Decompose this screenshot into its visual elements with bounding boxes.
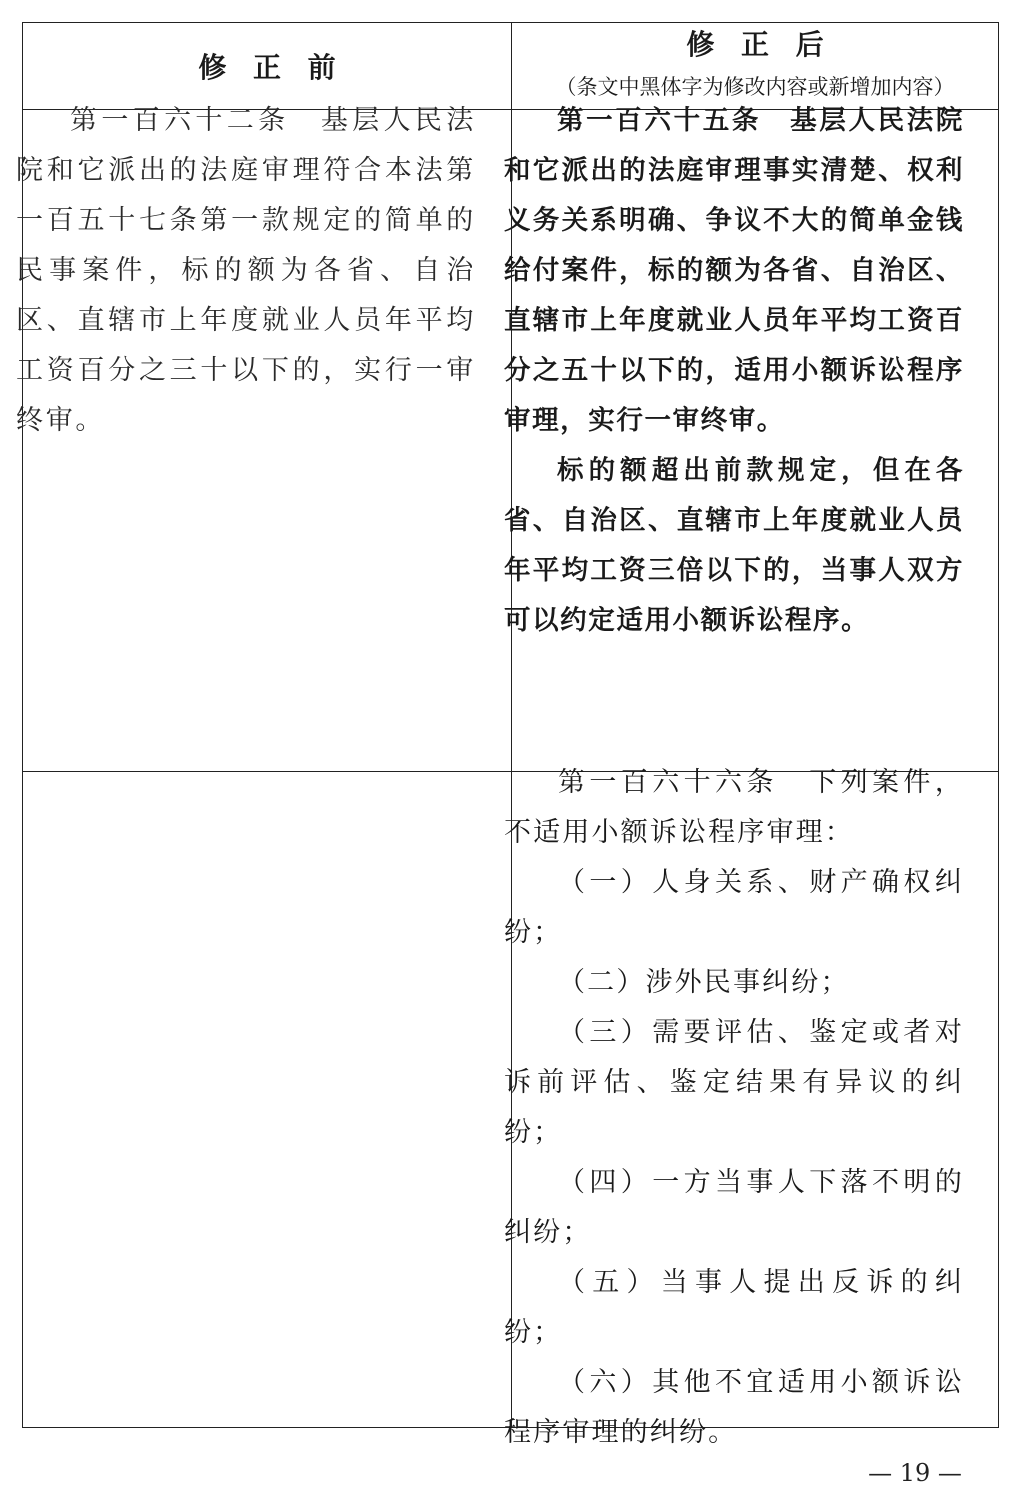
header-before: 修正前 bbox=[198, 51, 363, 84]
row2-after-item-2: （二）涉外民事纠纷； bbox=[558, 967, 850, 998]
row2-after-article: 第一百六十六条 下列案件，不适用小额诉讼程序审理： bbox=[504, 767, 964, 848]
row1-after-cell bbox=[490, 96, 974, 646]
row2-after-item-1: （一）人身关系、财产确权纠纷； bbox=[504, 867, 964, 948]
page-number: — 19 — bbox=[868, 1459, 962, 1487]
header-after-note: （条文中黑体字为修改内容或新增加内容） bbox=[555, 75, 955, 99]
row2-after-item-4: （四）一方当事人下落不明的纠纷； bbox=[504, 1167, 964, 1248]
row2-after-item-5: （五）当事人提出反诉的纠纷； bbox=[504, 1267, 964, 1348]
row1-before-paragraph: 第一百六十二条 基层人民法院和它派出的法庭审理符合本法第一百五十七条第一款规定的简单的民事案件，标的额为各省、自治区、直辖市上年度就业人员年平均工资百分之三十以下的，实行一审终审。 bbox=[16, 105, 476, 436]
row2-after-item-6: （六）其他不宜适用小额诉讼程序审理的纠纷。 bbox=[504, 1367, 964, 1448]
row2-after-cell bbox=[490, 758, 974, 1458]
row2-after-item-3: （三）需要评估、鉴定或者对诉前评估、鉴定结果有异议的纠纷； bbox=[504, 1017, 964, 1148]
row1-after-paragraph-1: 第一百六十五条 基层人民法院和它派出的法庭审理事实清楚、权利义务关系明确、争议不大的简单金钱给付案件，标的额为各省、自治区、直辖市上年度就业人员年平均工资百分之五十以下的，适用小额诉讼程序审理，实行一审终审。 bbox=[504, 105, 964, 436]
row1-after-paragraph-2: 标的额超出前款规定，但在各省、自治区、直辖市上年度就业人员年平均工资三倍以下的，当事人双方可以约定适用小额诉讼程序。 bbox=[504, 455, 964, 636]
row1-before-cell bbox=[2, 96, 486, 446]
header-after: 修正后 bbox=[686, 28, 851, 61]
